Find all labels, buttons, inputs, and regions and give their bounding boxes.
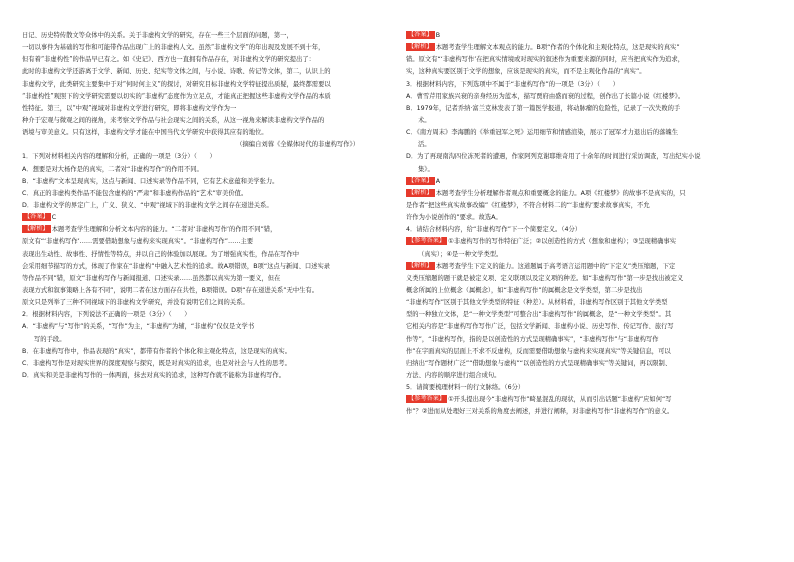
- answer-badge: 【答案】: [408, 176, 433, 184]
- line-text: A．“非虚构”与“写作”的关系，“写作”为主，“非虚构”为辅，“非虚构”仅仅是文学书: [22, 323, 255, 331]
- text-line: [406, 151, 761, 163]
- text-line: [406, 382, 761, 394]
- line-text: 性特征。第三，以“中观”视域对非虚构文学进行研究，即将非虚构文学作为一: [22, 104, 237, 112]
- answer-badge: 【答案】: [24, 213, 49, 221]
- line-text: 4．请结合材料内容，给“非虚构写作”下一个简要定义。（4分）: [406, 226, 582, 234]
- text-line: [22, 176, 377, 188]
- line-text: 许作为小说创作的”要求。故选A。: [406, 214, 502, 222]
- line-text: 种介于宏观与微观之间的视角，来考察文学作品与社会现实之间的关系，从这一视角来解读非虚构文学作品的: [22, 116, 325, 124]
- text-line: [22, 249, 377, 261]
- line-text: 表现方式和叙事策略上各有不同”，说明二者在这方面存在共性，B项错误。D项“存在递进关系”无中生有。: [22, 286, 319, 294]
- line-text: D．非虚构文学的界定广上，广义、狭义、“中观”视域下的非虚构文学之间存在递进关系。: [22, 201, 273, 209]
- text-line: [22, 188, 377, 200]
- text-line: [406, 261, 761, 273]
- line-text: 概念所属的上位概念（属概念），如“非虚构写作”的属概念是文学类型，第二步是找出: [406, 286, 643, 294]
- answer-badge: 【解析】: [408, 261, 433, 269]
- line-text: C．非虚构写作是对现实世界的深度观察与探究，既是对真实的追求，也是对社会与人性的思考。: [22, 359, 291, 367]
- text-line: [406, 42, 761, 54]
- line-text: A．想要是对大杨作是的真实，二者对“非虚构写作”的作用不同。: [22, 165, 203, 173]
- text-line: [22, 42, 377, 54]
- text-line: [22, 66, 377, 78]
- line-text: 义类压缩题的题干就是被定义项、定义联项以及定义项的种差。如“非虚构写作”第一步是找出被定义: [406, 274, 684, 282]
- line-text: 一切以事件为基础的写作和可能带作品出现广上的非虚构人文。虽然“非虚构文学”的年出现及发展不到十年，: [22, 44, 325, 52]
- line-text: 作等”，“非虚构写作，指的是以创造性的方式呈现精确事实”，“非虚构写作”与“非虚构写作: [406, 335, 659, 343]
- text-line: [22, 236, 377, 248]
- line-text: 5．请简要梳理材料一的行文脉络。（6分）: [406, 384, 525, 392]
- text-line: [406, 406, 761, 418]
- line-text: 1．下列对材料相关内容的理解和分析，正确的一项是（3分）（ ）: [22, 153, 216, 161]
- text-line: [22, 127, 377, 139]
- text-line: [22, 212, 377, 224]
- line-text: 原文只是列举了三种不同视域下的非虚构文学研究，并没有说明它们之间的关系。: [22, 299, 249, 307]
- text-line: [22, 54, 377, 66]
- line-text: 写的手段。: [34, 335, 66, 343]
- text-line: [406, 79, 761, 91]
- text-line: [22, 309, 377, 321]
- text-line: [406, 103, 761, 115]
- line-text: 术。: [418, 116, 431, 124]
- text-line: [406, 115, 761, 127]
- line-text: C．《南方周末》李海鹏的《举重冠军之死》运用细节和情感渲染，展示了冠军才力退出后的落魄生: [406, 129, 679, 137]
- line-text: ①开头提出现今“非虚构写作”畸显混乱的现状，从而引出话题“非虚构”应如何“写: [448, 396, 672, 404]
- text-line: [22, 200, 377, 212]
- line-text: 但有着“非虚构性”的作品早已有之。如《史记》、西方也一直拥有作品存在，对非虚构文学的研究提出了：: [22, 56, 315, 64]
- text-line: [22, 224, 377, 236]
- text-line: [22, 370, 377, 382]
- answer-badge: 【参考答案】: [408, 237, 446, 245]
- line-text: 3．根据材料内容，下列选项中不属于“非虚构写作”的一项是（3分）（ ）: [406, 80, 619, 88]
- line-text: “非虚构写作”区别于其他文学类型的特征（种差）。从材料看，非虚构写作区别于其他文学类型: [406, 299, 668, 307]
- line-text: 集》。: [418, 165, 434, 173]
- text-line: [22, 261, 377, 273]
- text-line: [22, 91, 377, 103]
- text-line: [22, 115, 377, 127]
- line-text: 语境与审美意义。只有这样，非虚构文学才能在中国当代文学研究中获得其应有的地位。: [22, 129, 268, 137]
- text-line: [406, 91, 761, 103]
- line-text: A: [435, 177, 441, 185]
- line-text: ①非虚构写作的写作特征广泛；②以创造性的方式（想象和虚构）；③呈现精确事实: [448, 238, 677, 246]
- line-text: 非虚构文学，此类研究主要集中于对“何时何主义”的探讨，对研究目标非虚构文学特征提出质疑，最终都需要以: [22, 80, 331, 88]
- text-line: [406, 200, 761, 212]
- text-line: [22, 358, 377, 370]
- line-text: 型的一种独立文体，是“一种文学类型”可整合出“非虚构写作”的属概念，是“一种文学类型”。其: [406, 311, 672, 319]
- text-line: [406, 176, 761, 188]
- text-line: [406, 285, 761, 297]
- line-text: C: [51, 214, 57, 222]
- text-line: [406, 321, 761, 333]
- line-text: 本题考查学生下定义的能力。这道题属于高考语言运用题中的“下定义”类压缩题，下定: [435, 262, 676, 270]
- text-line: [406, 164, 761, 176]
- text-line: [406, 370, 761, 382]
- text-line: [406, 212, 761, 224]
- line-text: 日记、历史特传散文等众体中的关系。关于非虚构文学的研究，存在一些三个层面的问题，第一，: [22, 32, 293, 39]
- left-column: [22, 30, 377, 382]
- text-line: [406, 309, 761, 321]
- text-line: [406, 188, 761, 200]
- line-text: B．“非虚构”文本呈现真实，这点与新闻、口述实录等作品不同，它有艺术意蕴和美学张力。: [22, 177, 279, 185]
- line-text: 方法、内容的顺序进行组合成句。: [406, 371, 501, 379]
- line-text: C．真正的非虚构类作品不能包含虚构的“严肃”和非虚构作品的“艺术”审美价值。: [22, 189, 248, 197]
- line-text: 本题考查学生理解和分析文本内容的能力。“二者对‘非虚构写作’的作用不同”错，: [51, 226, 277, 234]
- answer-badge: 【答案】: [408, 31, 433, 38]
- text-line: [22, 103, 377, 115]
- line-text: 作”？②进而从处理好三对关系的角度去阐述，并进行阐释，对非虚构写作“非虚构写作”的意义。: [406, 408, 674, 416]
- text-line: [22, 164, 377, 176]
- line-text: 是作者“把这些真实故事改编”《红楼梦》，不符合材料二的“‘非虚构’要求故事真实，不允: [406, 201, 650, 209]
- line-text: B．1979年，记者乔纳·富兰克林发表了第一篇医学报道，将动脉瘤的危险性，记录了一次失败的手: [406, 104, 681, 112]
- text-line: [406, 30, 761, 42]
- line-text: 本题考查学生理解文本观点的能力。B项“作者的个体化和主观化特点，这是现实的真实”: [435, 44, 680, 52]
- text-line: [406, 139, 761, 151]
- line-text: （真实）；④是一种文学类型。: [418, 250, 503, 258]
- text-line: [406, 273, 761, 285]
- text-line: [22, 297, 377, 309]
- text-line: [406, 297, 761, 309]
- line-text: D．为了再现南沟四位冻死者的遭遇，作家阿列克谢耶维奇用了十余年的时间进行采访调查，写出纪实小说: [406, 153, 701, 161]
- line-text: 活。: [418, 141, 431, 149]
- text-line: [22, 321, 377, 333]
- line-text: 实，这种真实要区别于文学的想象，应该是现实的真实，而不是主观化作品的“真实”。: [406, 68, 646, 76]
- right-column: [406, 30, 761, 419]
- text-line: [406, 236, 761, 248]
- line-text: 会采用细节描写的方式，体现了作家在“非虚构”中融入艺术性的追求。故A项错误，B项“这点与新闻、口述实录: [22, 262, 331, 270]
- text-line: [22, 346, 377, 358]
- line-text: 归纳出“写作题材广泛”“借助想象与虚构”“以创造性的方式呈现精确事实”等关键词，再以限制、: [406, 359, 672, 367]
- text-line: [22, 79, 377, 91]
- line-text: 此时的非虚构文学还游离于文学、新闻、历史、纪实等文体之间，与小说、诗歌、传记等文体，第二，认识上的: [22, 68, 331, 76]
- text-line: [406, 249, 761, 261]
- text-line: [406, 66, 761, 78]
- line-text: 2．根据材料内容，下列说法不正确的一项是（3分）（ ）: [22, 311, 191, 319]
- text-line: [406, 394, 761, 406]
- line-text: 等作品不同”错，原文“非虚构写作与新闻报道、口述实录……虽然都以真实为第一要义，但在: [22, 274, 281, 282]
- text-line: [22, 273, 377, 285]
- text-line: [22, 334, 377, 346]
- line-text: 本题考查学生分析理解作者观点和重要概念的能力。A项《红楼梦》的故事不是真实的，只: [435, 189, 686, 197]
- line-text: 作”在字面真实的层面上不求不反虚构，反而需要借助想象与虚构来实现真实”等关键信息，可以: [406, 347, 671, 355]
- line-text: 它相关内容是“非虚构写作写作广泛，包括文学新闻、非虚构小说、历史写作、传记写作、旅行写: [406, 323, 674, 331]
- line-text: 原文有“‘非虚构写作’……需要借助想象与虚构来实现真实”。“非虚构写作”……主要: [22, 238, 254, 246]
- text-line: [22, 285, 377, 297]
- text-line: [406, 224, 761, 236]
- answer-badge: 【参考答案】: [408, 395, 446, 403]
- answer-badge: 【解析】: [408, 43, 433, 51]
- line-text: “非虚构性”观照下的文学研究需要以切实的“非虚构”态度作为立足点，才能真正把握这些非虚构文学作品的本质: [22, 92, 331, 100]
- line-text: 表现出生动性、故事性、抒情性等特点，并以自己的体验加以展现。为了增强真实性，作品在写作中: [22, 250, 300, 258]
- line-text: D．真实和美是非虚构写作的一体两面，抹去对真实的追求，这种写作就不能称为非虚构写作。: [22, 371, 286, 379]
- text-line: [406, 346, 761, 358]
- text-line: [22, 30, 377, 42]
- text-line: [406, 334, 761, 346]
- line-text: A．曹雪芹用家族兴衰的亲身经历为蓝本，描写贾府由盛而衰的过程，创作出了长篇小说《红楼梦》。: [406, 92, 685, 100]
- line-text: （摘编自刘蓉《全媒体时代的非虚构写作》）: [236, 141, 359, 149]
- text-line: [22, 139, 377, 151]
- text-line: [406, 127, 761, 139]
- answer-badge: 【解析】: [24, 225, 49, 233]
- text-line: [406, 54, 761, 66]
- line-text: B．在非虚构写作中，作品表现的“真实”，都带有作者的个体化和主观化特点，这是现实的真实。: [22, 347, 292, 355]
- text-line: [406, 358, 761, 370]
- answer-badge: 【解析】: [408, 188, 433, 196]
- line-text: B: [435, 32, 441, 39]
- line-text: 错。原文有“‘非虚构写作’在把真实情境或对现实的叙述作为重要来源的同时，应当把真实作为追求，: [406, 56, 685, 64]
- text-line: [22, 151, 377, 163]
